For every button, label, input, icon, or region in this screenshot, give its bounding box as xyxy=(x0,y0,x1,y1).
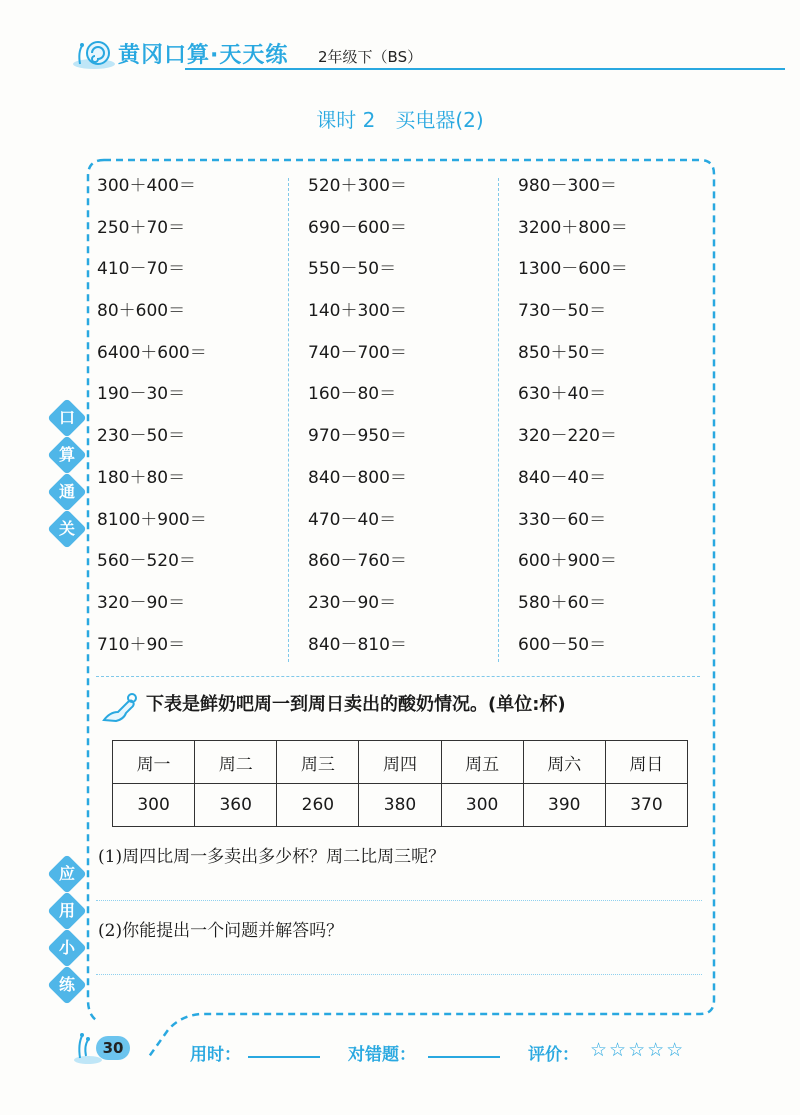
value-cell: 380 xyxy=(359,784,441,827)
table-header-row xyxy=(113,741,688,784)
oral-item: 740－700＝ xyxy=(308,342,407,363)
grade-label: 2年级下（BS） xyxy=(318,48,423,66)
oral-column-3 xyxy=(518,170,628,670)
badge-char: 应 xyxy=(47,854,87,894)
badge-char: 关 xyxy=(47,509,87,549)
day-cell: 周一 xyxy=(113,741,195,784)
oral-item: 180＋80＝ xyxy=(97,467,186,488)
errors-blank[interactable] xyxy=(428,1056,500,1058)
day-cell: 周六 xyxy=(523,741,605,784)
time-blank[interactable] xyxy=(248,1056,320,1058)
value-cell: 360 xyxy=(195,784,277,827)
oral-column-1 xyxy=(97,170,207,670)
oral-item: 840－800＝ xyxy=(308,467,407,488)
value-cell: 260 xyxy=(277,784,359,827)
day-cell: 周三 xyxy=(277,741,359,784)
oral-item: 230－90＝ xyxy=(308,592,397,613)
answer-line[interactable] xyxy=(96,900,702,901)
apply-section-badge xyxy=(53,856,81,1008)
day-cell: 周日 xyxy=(605,741,687,784)
question-2: (2)你能提出一个问题并解答吗？ xyxy=(98,921,344,941)
value-cell: 300 xyxy=(113,784,195,827)
oral-item: 710＋90＝ xyxy=(97,634,186,655)
rating-label: 评价： xyxy=(528,1045,579,1065)
badge-char: 练 xyxy=(47,965,87,1005)
oral-item: 300＋400＝ xyxy=(97,176,196,196)
oral-item: 3200＋800＝ xyxy=(518,217,628,238)
oral-item: 410－70＝ xyxy=(97,259,186,280)
oral-item: 600＋900＝ xyxy=(518,551,617,572)
oral-section-badge xyxy=(53,400,81,552)
oral-item: 690－600＝ xyxy=(308,217,407,238)
oral-item: 1300－600＝ xyxy=(518,259,628,280)
value-cell: 300 xyxy=(441,784,523,827)
table-row xyxy=(113,784,688,827)
hand-pointer-icon xyxy=(100,690,140,726)
badge-char: 用 xyxy=(47,891,87,931)
time-label: 用时： xyxy=(190,1045,241,1065)
oral-item: 840－40＝ xyxy=(518,467,607,488)
oral-item: 8100＋900＝ xyxy=(97,509,207,530)
oral-item: 140＋300＝ xyxy=(308,301,407,322)
question-1: (1)周四比周一多卖出多少杯？周二比周三呢？ xyxy=(98,847,446,867)
oral-item: 840－810＝ xyxy=(308,634,407,655)
oral-item: 560－520＝ xyxy=(97,551,196,572)
oral-item: 630＋40＝ xyxy=(518,384,607,405)
oral-item: 600－50＝ xyxy=(518,634,607,655)
page-number: 30 xyxy=(96,1036,130,1060)
oral-item: 330－60＝ xyxy=(518,509,607,530)
section-divider xyxy=(96,676,700,677)
oral-item: 550－50＝ xyxy=(308,259,397,280)
oral-item: 470－40＝ xyxy=(308,509,397,530)
oral-item: 970－950＝ xyxy=(308,426,407,447)
oral-item: 160－80＝ xyxy=(308,384,397,405)
oral-column-2 xyxy=(308,170,407,670)
oral-item: 520＋300＝ xyxy=(308,176,407,196)
brand-title: 黄冈口算·天天练 xyxy=(118,43,289,68)
day-cell: 周二 xyxy=(195,741,277,784)
column-divider xyxy=(498,178,499,662)
yogurt-sales-table xyxy=(112,740,688,827)
badge-char: 算 xyxy=(47,435,87,475)
value-cell: 370 xyxy=(605,784,687,827)
rating-stars[interactable]: ☆☆☆☆☆ xyxy=(590,1039,686,1061)
oral-item: 320－220＝ xyxy=(518,426,617,447)
oral-item: 230－50＝ xyxy=(97,426,186,447)
errors-label: 对错题： xyxy=(348,1045,416,1065)
oral-item: 850＋50＝ xyxy=(518,342,607,363)
oral-item: 580＋60＝ xyxy=(518,592,607,613)
oral-item: 730－50＝ xyxy=(518,301,607,322)
lesson-title: 课时 2 买电器(2) xyxy=(316,108,484,132)
badge-char: 口 xyxy=(47,398,87,438)
badge-char: 通 xyxy=(47,472,87,512)
answer-line[interactable] xyxy=(96,974,702,975)
day-cell: 周四 xyxy=(359,741,441,784)
oral-item: 250＋70＝ xyxy=(97,217,186,238)
oral-item: 320－90＝ xyxy=(97,592,186,613)
column-divider xyxy=(288,178,289,662)
oral-item: 860－760＝ xyxy=(308,551,407,572)
oral-item: 190－30＝ xyxy=(97,384,186,405)
badge-char: 小 xyxy=(47,928,87,968)
oral-item: 6400＋600＝ xyxy=(97,342,207,363)
value-cell: 390 xyxy=(523,784,605,827)
oral-item: 80＋600＝ xyxy=(97,301,186,322)
day-cell: 周五 xyxy=(441,741,523,784)
problem-statement: 下表是鲜奶吧周一到周日卖出的酸奶情况。(单位:杯) xyxy=(146,694,566,715)
oral-item: 980－300＝ xyxy=(518,176,617,196)
